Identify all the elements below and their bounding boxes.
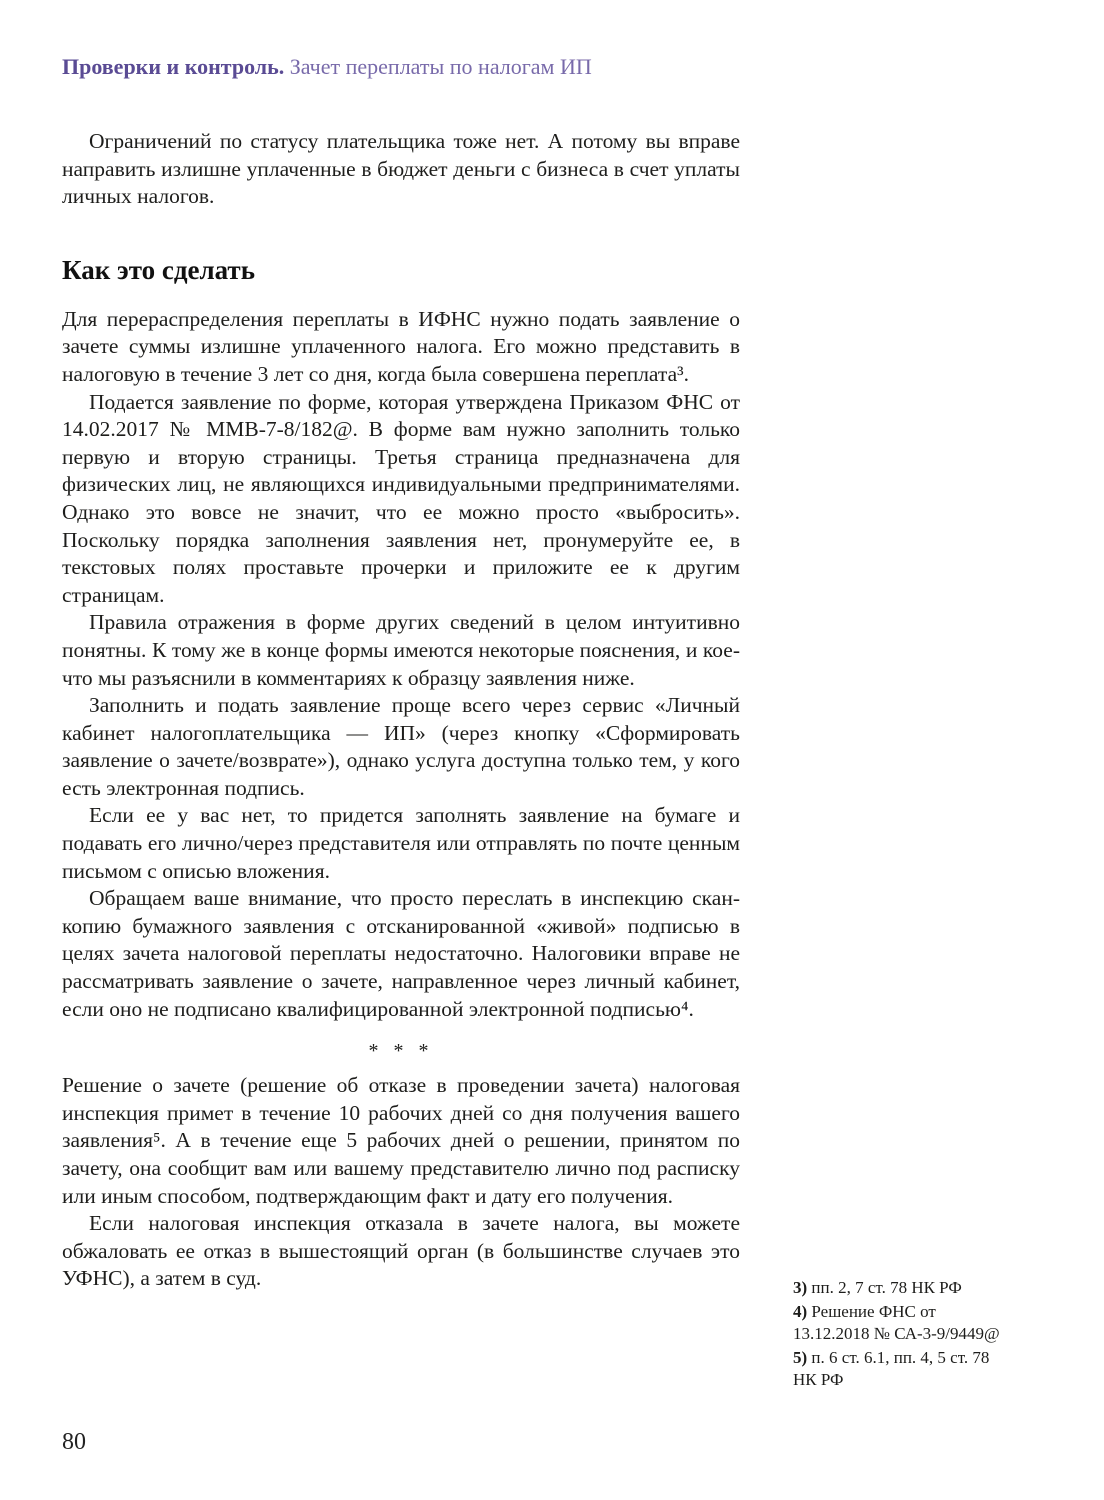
body-paragraph: Заполнить и подать заявление проще всего через сервис «Личный кабинет налогоплательщика — ИП» (через кнопку «Сформировать заявление о зачете/возврате»), однако услуга доступна только тем, у кого есть электронная подпись. (62, 693, 740, 800)
margin-footnotes (793, 1277, 1013, 1393)
footnote-number: 3) (793, 1278, 808, 1297)
section-heading: Как это сделать (62, 254, 255, 285)
footnote-text: п. 6 ст. 6.1, пп. 4, 5 ст. 78 НК РФ (793, 1347, 990, 1389)
page-number: 80 (62, 1429, 86, 1455)
asterisk-divider: * * * (368, 1040, 434, 1063)
body-paragraph: Если ее у вас нет, то придется заполнять заявление на бумаге и подавать его лично/через представителя или отправлять по почте ценным письмом с описью вложения. (62, 803, 740, 883)
article-body (62, 128, 740, 1293)
running-head (62, 54, 592, 80)
body-paragraph: Правила отражения в форме других сведений в целом интуитивно понятны. К тому же в конце формы имеются некоторые пояснения, и кое-что мы разъяснили в комментариях к образцу заявления ниже. (62, 610, 740, 690)
running-head-title: Зачет переплаты по налогам ИП (284, 54, 592, 79)
footnote (793, 1277, 1013, 1300)
closing-paragraph: Если налоговая инспекция отказала в зачете налога, вы можете обжаловать ее отказ в вышестоящий орган (в большинстве случаев это УФНС), а затем в суд. (62, 1211, 740, 1291)
intro-paragraph: Ограничений по статусу плательщика тоже нет. А потому вы вправе направить излишне уплаченные в бюджет деньги с бизнеса в счет уплаты личных налогов. (62, 129, 740, 209)
footnote-text: Решение ФНС от 13.12.2018 № СА-3-9/9449@ (793, 1301, 1000, 1343)
footnote-number: 5) (793, 1347, 808, 1367)
footnote (793, 1347, 1013, 1392)
footnote (793, 1301, 1013, 1346)
body-paragraph: Подается заявление по форме, которая утверждена Приказом ФНС от 14.02.2017 № ММВ-7-8/182@. В форме вам нужно заполнить только первую и вторую страницы. Третья страница предназначена для физических лиц, не являющихся индивидуальными предпринимателями. Однако это вовсе не значит, что ее можно просто «выбросить». Поскольку порядка заполнения заявления нет, пронумеруйте ее, в текстовых полях проставьте прочерки и приложите ее к другим страницам. (62, 389, 740, 607)
body-paragraph: Для перераспределения переплаты в ИФНС нужно подать заявление о зачете суммы излишне уплаченного налога. Его можно представить в налоговую в течение 3 лет со дня, когда была совершена переплата³. (62, 306, 740, 386)
closing-paragraph: Решение о зачете (решение об отказе в проведении зачета) налоговая инспекция примет в течение 10 рабочих дней со дня получения вашего заявления⁵. А в течение еще 5 рабочих дней о решении, принятом по зачету, она сообщит вам или вашему представителю лично под расписку или иным способом, подтверждающим факт и дату его получения. (62, 1073, 740, 1208)
footnote-text: пп. 2, 7 ст. 78 НК РФ (807, 1278, 962, 1297)
body-paragraph: Обращаем ваше внимание, что просто переслать в инспекцию скан-копию бумажного заявления с отсканированной «живой» подписью в целях зачета налоговой переплаты недостаточно. Налоговики вправе не рассматривать заявление о зачете, направленное через личный кабинет, если оно не подписано квалифицированной электронной подписью⁴. (62, 886, 740, 1021)
footnote-number: 4) (793, 1301, 808, 1321)
running-head-section: Проверки и контроль. (62, 54, 285, 79)
